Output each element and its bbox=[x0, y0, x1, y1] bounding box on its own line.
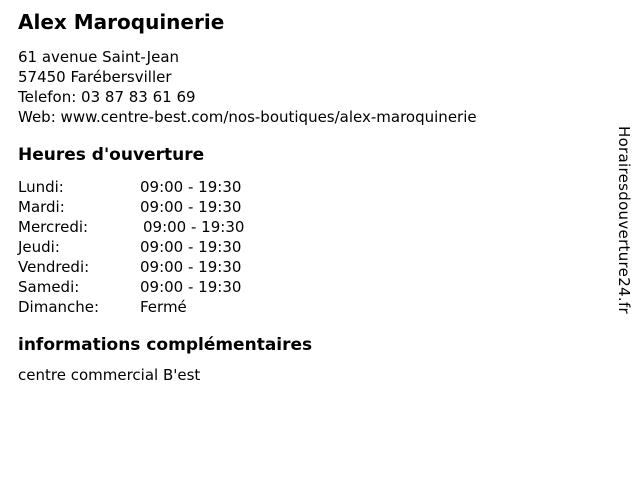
address-city: 57450 Farébersviller bbox=[18, 68, 172, 86]
hours-value: 09:00 - 19:30 bbox=[143, 218, 245, 236]
hours-value: Fermé bbox=[140, 298, 187, 316]
hours-value: 09:00 - 19:30 bbox=[140, 198, 242, 216]
day-label: Lundi: bbox=[18, 178, 64, 196]
hours-row-wednesday bbox=[18, 217, 244, 237]
hours-row-thursday bbox=[18, 237, 244, 257]
day-label: Mercredi: bbox=[18, 218, 89, 236]
opening-hours-table bbox=[18, 177, 244, 317]
hours-value: 09:00 - 19:30 bbox=[140, 178, 242, 196]
hours-row-tuesday bbox=[18, 197, 244, 217]
day-label: Vendredi: bbox=[18, 258, 90, 276]
phone-line bbox=[18, 87, 600, 107]
day-label: Jeudi: bbox=[18, 238, 60, 256]
additional-info-heading: informations complémentaires bbox=[18, 335, 313, 355]
website-url: www.centre-best.com/nos-boutiques/alex-maroquinerie bbox=[60, 108, 477, 126]
web-line bbox=[18, 107, 600, 127]
hours-value: 09:00 - 19:30 bbox=[140, 258, 242, 276]
page-title: Alex Maroquinerie bbox=[18, 10, 225, 34]
additional-info-text: centre commercial B'est bbox=[18, 366, 201, 384]
day-label: Dimanche: bbox=[18, 298, 100, 316]
opening-hours-heading: Heures d'ouverture bbox=[18, 145, 205, 165]
hours-value: 09:00 - 19:30 bbox=[140, 278, 242, 296]
hours-row-monday bbox=[18, 177, 244, 197]
hours-row-saturday bbox=[18, 277, 244, 297]
contact-block bbox=[18, 47, 600, 127]
day-label: Mardi: bbox=[18, 198, 65, 216]
phone-label: Telefon: bbox=[18, 88, 77, 106]
hours-row-friday bbox=[18, 257, 244, 277]
hours-row-sunday bbox=[18, 297, 244, 317]
web-label: Web: bbox=[18, 108, 56, 126]
site-watermark: Horairesdouverture24.fr bbox=[615, 126, 633, 314]
day-label: Samedi: bbox=[18, 278, 80, 296]
phone-number: 03 87 83 61 69 bbox=[81, 88, 196, 106]
hours-value: 09:00 - 19:30 bbox=[140, 238, 242, 256]
address-street: 61 avenue Saint-Jean bbox=[18, 48, 180, 66]
